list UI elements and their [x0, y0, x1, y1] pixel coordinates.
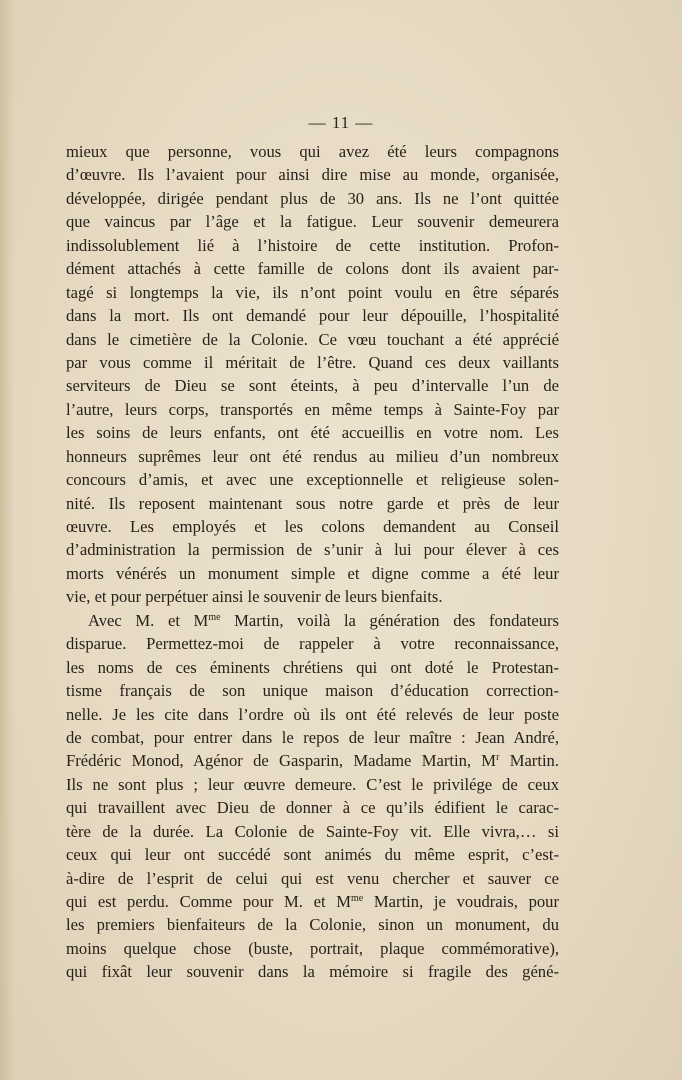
text-line-content: morts vénérés un monument simple et digne comme a été leur	[66, 563, 559, 583]
text-line-content: qui est perdu. Comme pour M. et M	[66, 892, 352, 911]
text-line	[66, 843, 559, 866]
text-line	[66, 867, 559, 890]
text-line-continuation: Martin, je voudrais, pour	[363, 892, 559, 911]
text-line-content: mieux que personne, vous qui avez été leurs compagnons	[66, 142, 559, 161]
text-line	[66, 328, 559, 351]
text-line-content: dément attachés à cette famille de colons dont ils avaient par-	[66, 259, 559, 279]
text-line-content: ceux qui leur ont succédé sont animés du même esprit, c’est-	[66, 845, 559, 865]
text-line-content: d’administration la permission de s’unir à lui pour élever à ces	[66, 540, 559, 560]
text-line	[66, 281, 559, 304]
text-line	[66, 445, 559, 468]
text-line-content: que vaincus par l’âge et la fatigue. Leur souvenir demeurera	[66, 212, 559, 232]
text-line	[66, 351, 559, 374]
text-line	[66, 609, 559, 632]
text-line	[66, 937, 559, 960]
text-line-content: les soins de leurs enfants, ont été accueillis en votre nom. Les	[66, 423, 559, 443]
text-line	[66, 538, 559, 561]
text-line	[66, 960, 559, 983]
text-line	[66, 632, 559, 655]
text-line	[66, 773, 559, 796]
text-line-content: qui fixât leur souvenir dans la mémoire si fragile des géné-	[66, 962, 559, 982]
text-line-content: tagé si longtemps la vie, ils n’ont point voulu en être séparés	[66, 282, 559, 302]
text-line-content: les premiers bienfaiteurs de la Colonie, sinon un monument, du	[66, 915, 559, 935]
text-line-content: moins quelque chose (buste, portrait, plaque commémorative),	[66, 938, 559, 958]
superscript-abbreviation: me	[208, 611, 221, 623]
text-line-content: serviteurs de Dieu se sont éteints, à peu d’intervalle l’un de	[66, 376, 559, 396]
text-line-content: tère de la durée. La Colonie de Sainte-Foy vit. Elle vivra,… si	[66, 821, 559, 841]
text-line	[66, 421, 559, 444]
text-line	[66, 562, 559, 585]
text-line	[66, 515, 559, 538]
text-line	[66, 703, 559, 726]
text-line-content: l’autre, leurs corps, transportés en même temps à Sainte-Foy par	[66, 399, 559, 419]
text-line	[66, 890, 559, 913]
text-line-content: disparue. Permettez-moi de rappeler à votre reconnaissance,	[66, 634, 559, 654]
superscript-abbreviation: r	[496, 752, 500, 764]
text-line	[66, 913, 559, 936]
text-line-continuation: Martin, voilà la génération des fondateurs	[220, 610, 559, 630]
text-line	[66, 726, 559, 749]
text-line	[66, 140, 559, 163]
text-line	[66, 398, 559, 421]
text-line-content: Ils ne sont plus ; leur œuvre demeure. C’est le privilége de ceux	[66, 774, 559, 794]
text-line	[66, 492, 559, 515]
text-line	[66, 304, 559, 327]
text-line	[66, 210, 559, 233]
body-text	[66, 140, 559, 984]
text-line-content: dans la mort. Ils ont demandé pour leur dépouille, l’hospitalité	[66, 306, 559, 326]
text-line-content: de combat, pour entrer dans le repos de leur maître : Jean André,	[66, 727, 559, 747]
page-number: — 11 —	[308, 113, 374, 132]
text-line-content: indissolublement lié à l’histoire de cette institution. Profon-	[66, 235, 559, 255]
text-line-continuation: Martin.	[499, 751, 559, 771]
text-line	[66, 234, 559, 257]
text-line	[66, 468, 559, 491]
text-line-content: d’œuvre. Ils l’avaient pour ainsi dire mise au monde, organisée,	[66, 165, 559, 185]
text-line	[66, 374, 559, 397]
text-line-content: à-dire de l’esprit de celui qui est venu chercher et sauver ce	[66, 868, 559, 888]
text-line-content: par vous comme il méritait de l’être. Quand ces deux vaillants	[66, 352, 559, 372]
text-line	[66, 679, 559, 702]
text-line-content: nelle. Je les cite dans l’ordre où ils ont été relevés de leur poste	[66, 704, 559, 724]
text-line-content: tisme français de son unique maison d’éducation correction-	[66, 681, 559, 701]
text-line-content: Frédéric Monod, Agénor de Gasparin, Madame Martin, M	[66, 751, 497, 771]
text-line	[66, 749, 559, 772]
text-line-content: concours d’amis, et avec une exceptionnelle et religieuse solen-	[66, 470, 559, 490]
text-line	[66, 585, 559, 608]
text-line-content: Avec M. et M	[88, 610, 209, 630]
text-line-content: œuvre. Les employés et les colons demandent au Conseil	[66, 517, 559, 536]
text-line-content: les noms de ces éminents chrétiens qui ont doté le Protestan-	[66, 657, 559, 677]
superscript-abbreviation: me	[351, 893, 364, 904]
page-edge-shadow	[0, 0, 14, 1080]
text-line	[66, 257, 559, 280]
text-line	[66, 820, 559, 843]
text-line-content: qui travaillent avec Dieu de donner à ce qu’ils édifient le carac-	[66, 798, 559, 818]
text-line-content: vie, et pour perpétuer ainsi le souvenir de leurs bienfaits.	[66, 587, 443, 607]
text-line-content: développée, dirigée pendant plus de 30 ans. Ils ne l’ont quittée	[66, 188, 559, 208]
text-line	[66, 187, 559, 210]
text-line	[66, 796, 559, 819]
text-line	[66, 163, 559, 186]
text-line-content: nité. Ils reposent maintenant sous notre garde et près de leur	[66, 493, 559, 513]
text-line	[66, 656, 559, 679]
text-line-content: dans le cimetière de la Colonie. Ce vœu touchant a été apprécié	[66, 329, 559, 349]
text-line-content: honneurs suprêmes leur ont été rendus au milieu d’un nombreux	[66, 446, 559, 466]
